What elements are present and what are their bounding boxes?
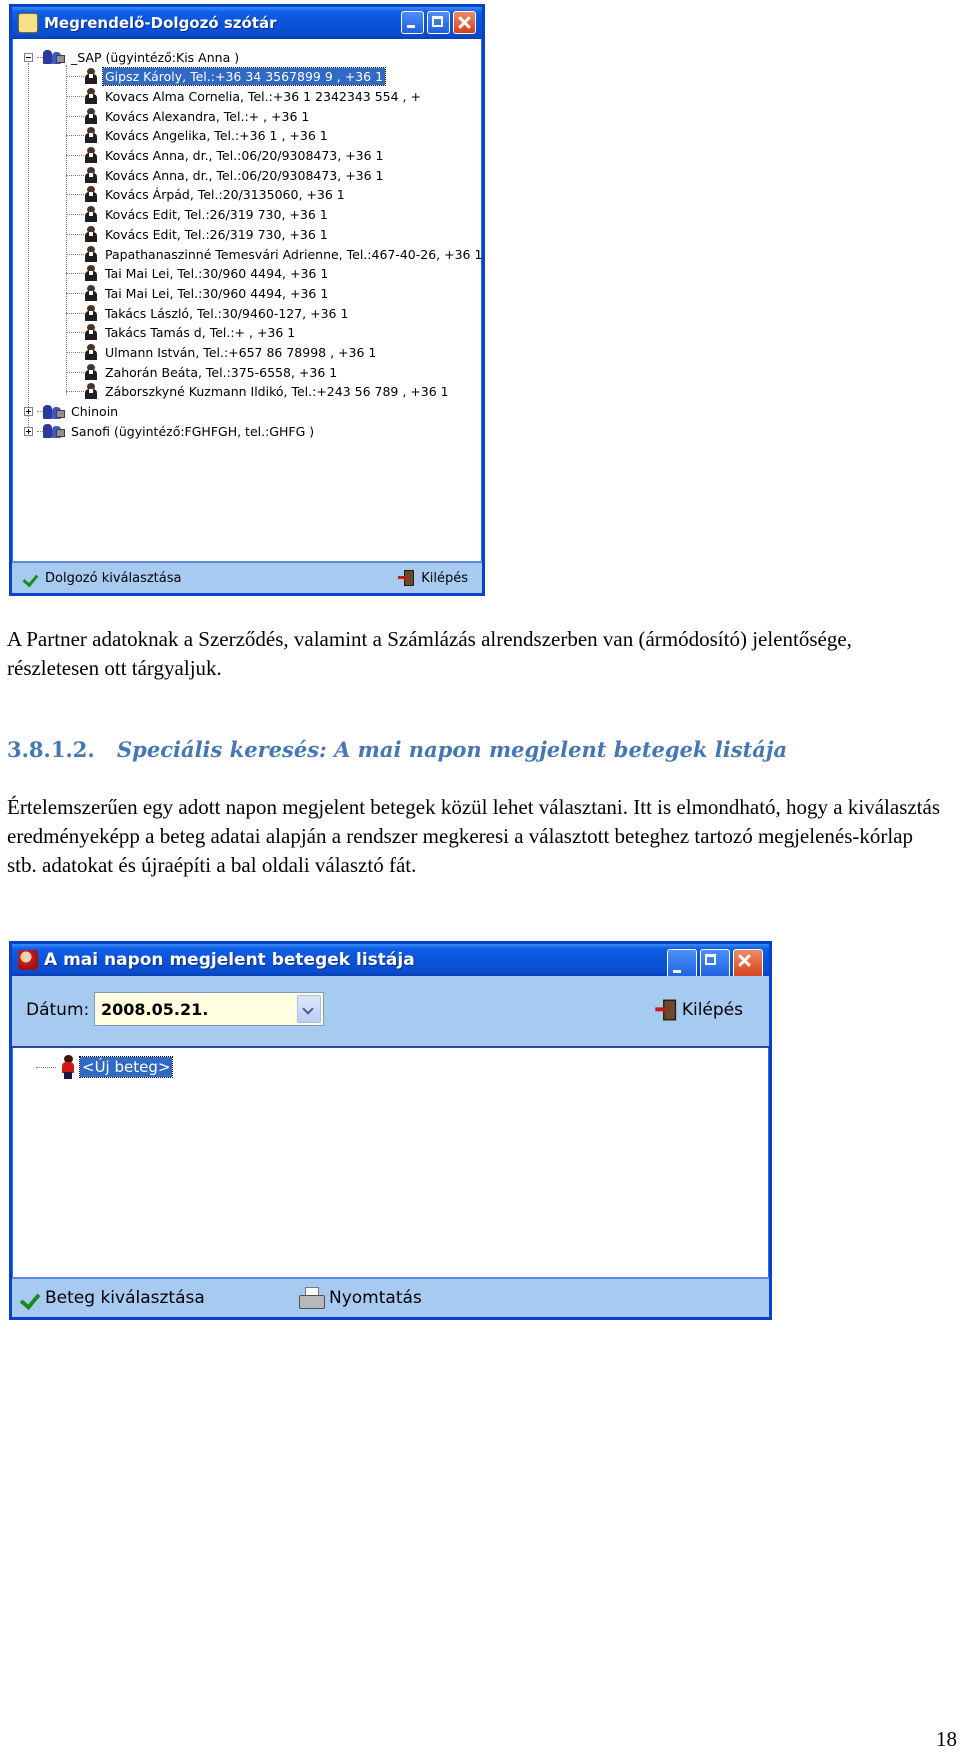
check-icon <box>22 1289 43 1307</box>
tree-employee-label: Kovács Angelika, Tel.:+36 1 , +36 1 <box>105 128 328 144</box>
person-icon <box>84 324 98 341</box>
tree-employee-label: Takács László, Tel.:30/9460-127, +36 1 <box>105 305 349 321</box>
close-button[interactable] <box>733 949 763 979</box>
window2-title: A mai napon megjelent betegek listája <box>44 950 415 970</box>
exit-door-icon <box>398 569 416 587</box>
person-icon <box>84 68 98 85</box>
tree-group-label: _SAP (ügyintéző:Kis Anna ) <box>71 49 240 65</box>
tree-employee-item[interactable] <box>66 264 330 284</box>
tree-employee-label: Kovács Anna, dr., Tel.:06/20/9308473, +36 1 <box>105 148 384 163</box>
paragraph-special-search: Értelemszerűen egy adott napon megjelent betegek közül lehet választani. Itt is elmondható, hogy a kiválasztás eredményeképp a beteg adatai alapján a rendszer megkeresi a választott beteghez tartozó megjelenés-kórlap stb. adatokat és újraépíti a bal oldali választó fát. <box>7 795 941 877</box>
person-icon <box>84 206 98 223</box>
person-icon <box>84 265 98 282</box>
exit-label: Kilépés <box>681 1000 743 1020</box>
chevron-down-icon[interactable] <box>297 995 321 1023</box>
tree-employee-label: Ulmann István, Tel.:+657 86 78998 , +36 1 <box>105 345 377 360</box>
tree-employee-item[interactable] <box>66 323 297 343</box>
dictionary-window-titlebar[interactable] <box>12 7 482 39</box>
tree-employee-item[interactable] <box>66 86 423 106</box>
select-patient-button[interactable] <box>24 1288 205 1308</box>
tree-group-item[interactable] <box>24 421 316 441</box>
person-icon <box>84 305 98 322</box>
tree-employee-item[interactable] <box>66 205 330 225</box>
tree-employee-label: Papathanaszinné Temesvári Adrienne, Tel.:467-40-26, +36 1 <box>105 246 483 262</box>
select-employee-label: Dolgozó kiválasztása <box>45 570 182 586</box>
patient-tree-item[interactable] <box>36 1055 172 1079</box>
close-button[interactable] <box>453 11 476 34</box>
print-button[interactable] <box>298 1287 422 1309</box>
maximize-button[interactable] <box>700 949 730 979</box>
window-title: Megrendelő-Dolgozó szótár <box>44 14 277 32</box>
minimize-button[interactable] <box>401 11 424 34</box>
patients-app-icon <box>18 950 38 970</box>
tree-group-item[interactable] <box>24 402 120 422</box>
page-number: 18 <box>936 1727 957 1751</box>
select-patient-label: Beteg kiválasztása <box>45 1288 205 1308</box>
print-label: Nyomtatás <box>329 1288 422 1308</box>
tree-group-sap[interactable] <box>24 47 241 67</box>
tree-employee-item[interactable] <box>66 224 330 244</box>
minimize-button[interactable] <box>667 949 697 979</box>
date-combobox[interactable] <box>94 992 324 1026</box>
tree-employee-label: Kovács Edit, Tel.:26/319 730, +36 1 <box>105 226 328 242</box>
group-icon <box>43 404 65 420</box>
tree-employee-label: Kovács Anna, dr., Tel.:06/20/9308473, +36 1 <box>105 167 384 183</box>
date-toolbar <box>12 976 769 1048</box>
tree-employee-item[interactable] <box>66 126 330 146</box>
person-icon <box>84 186 98 203</box>
exit-door-icon <box>655 998 678 1021</box>
tree-employee-label: Kovács Alexandra, Tel.:+ , +36 1 <box>105 108 310 124</box>
tree-employee-item[interactable] <box>66 67 385 87</box>
tree-employee-label: Kovacs Alma Cornelia, Tel.:+36 1 2342343 554 , + <box>105 88 421 104</box>
person-icon <box>84 246 98 263</box>
tree-group-label: Chinoin <box>71 404 119 420</box>
exit-label: Kilépés <box>421 570 468 586</box>
paragraph-partner-data: A Partner adatoknak a Szerződés, valamint a Számlázás alrendszerben van (ármódosító) jelentősége, részletesen ott tárgyaljuk. <box>7 627 852 680</box>
maximize-button[interactable] <box>427 11 450 34</box>
tree-employee-item[interactable] <box>66 244 484 264</box>
check-icon <box>24 571 40 585</box>
tree-employee-item[interactable] <box>66 283 330 303</box>
tree-group-label: Sanofi (ügyintéző:FGHFGH, tel.:GHFG ) <box>71 423 315 439</box>
tree-employee-item[interactable] <box>66 165 386 185</box>
tree-employee-item[interactable] <box>66 146 386 166</box>
tree-employee-item[interactable] <box>66 185 347 205</box>
group-icon <box>43 49 65 65</box>
person-icon <box>84 364 98 381</box>
select-employee-button[interactable] <box>24 571 181 586</box>
todays-patients-window <box>9 941 772 1320</box>
app-icon <box>18 13 38 33</box>
todays-patients-titlebar[interactable] <box>12 944 769 976</box>
section-number: 3.8.1.2. <box>7 737 95 762</box>
tree-employee-item[interactable] <box>66 106 311 126</box>
person-icon <box>84 147 98 164</box>
person-icon <box>84 88 98 105</box>
exit-button[interactable] <box>658 1000 743 1020</box>
person-icon <box>84 383 98 400</box>
status-bar <box>12 561 482 593</box>
tree-employee-item[interactable] <box>66 303 350 323</box>
date-label: Dátum: <box>26 1000 90 1020</box>
person-icon <box>84 108 98 125</box>
tree-employee-label: Kovács Edit, Tel.:26/319 730, +36 1 <box>105 207 328 223</box>
person-icon <box>84 344 98 361</box>
new-patient-label: <Új beteg> <box>82 1058 171 1076</box>
section-title: Speciális keresés: A mai napon megjelent betegek listája <box>117 737 788 762</box>
tree-employee-item[interactable] <box>66 382 451 402</box>
tree-employee-label: Tai Mai Lei, Tel.:30/960 4494, +36 1 <box>105 266 329 282</box>
person-icon <box>84 226 98 243</box>
tree-employee-label: Tai Mai Lei, Tel.:30/960 4494, +36 1 <box>105 285 329 301</box>
status-bar <box>12 1277 769 1317</box>
patient-icon <box>61 1055 75 1079</box>
section-heading <box>7 737 787 762</box>
tree-employee-label: Zahorán Beáta, Tel.:375-6558, +36 1 <box>105 364 338 380</box>
tree-employee-label: Kovács Árpád, Tel.:20/3135060, +36 1 <box>105 187 345 203</box>
group-icon <box>43 423 65 439</box>
expand-icon[interactable] <box>24 427 33 436</box>
collapse-icon[interactable] <box>24 53 33 62</box>
exit-button[interactable] <box>398 569 468 587</box>
person-icon <box>84 127 98 144</box>
person-icon <box>84 167 98 184</box>
tree-employee-label: Gipsz Károly, Tel.:+36 34 3567899 9 , +36 1 <box>105 69 384 85</box>
tree-employee-label: Takács Tamás d, Tel.:+ , +36 1 <box>105 325 296 341</box>
expand-icon[interactable] <box>24 407 33 416</box>
tree-employee-label: Záborszkyné Kuzmann Ildikó, Tel.:+243 56 789 , +36 1 <box>105 384 449 400</box>
tree-employee-item[interactable] <box>66 362 339 382</box>
date-value: 2008.05.21. <box>101 999 209 1019</box>
dictionary-window <box>9 4 485 596</box>
person-icon <box>84 285 98 302</box>
tree-employee-item[interactable] <box>66 343 378 363</box>
printer-icon <box>298 1287 324 1309</box>
